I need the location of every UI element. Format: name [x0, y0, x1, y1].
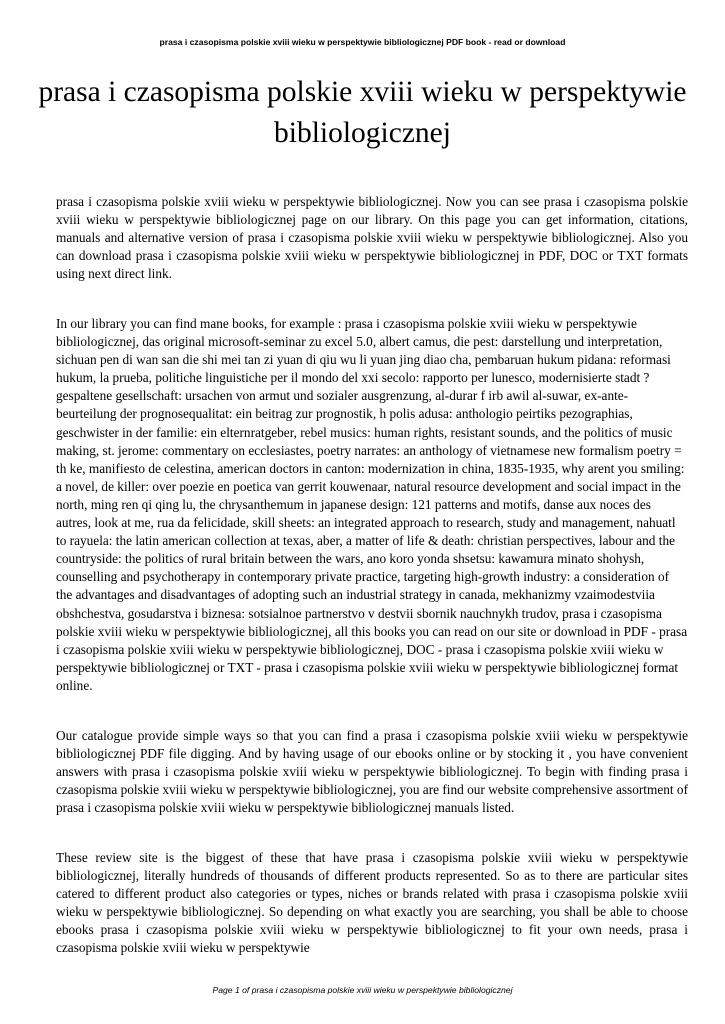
- page-footer: Page 1 of prasa i czasopisma polskie xviii wieku w perspektywie bibliologicznej: [212, 985, 513, 995]
- review-paragraph: These review site is the biggest of these that have prasa i czasopisma polskie xviii wieku w perspektywie bibliologicznej, literally hundreds of thousands of different products represented. So as to there are particular sites catered to different product also categories or types, niches or brands related with prasa i czasopisma polskie xviii wieku w perspektywie bibliologicznej. So depending on what exactly you are searching, you shall be able to choose ebooks prasa i czasopisma polskie xviii wieku w perspektywie bibliologicznej to fit your own needs, prasa i czasopisma polskie xviii wieku w perspektywie: [56, 850, 688, 956]
- intro-paragraph: prasa i czasopisma polskie xviii wieku w perspektywie bibliologicznej. Now you can see prasa i czasopisma polskie xviii wieku w perspektywie bibliologicznej page on our library. On this page you can get information, citations, manuals and alternative version of prasa i czasopisma polskie xviii wieku w perspektywie bibliologicznej. Also you can download prasa i czasopisma polskie xviii wieku w perspektywie bibliologicznej in PDF, DOC or TXT formats using next direct link.: [56, 194, 688, 282]
- page-header: prasa i czasopisma polskie xviii wieku w perspektywie bibliologicznej PDF book - read or download: [159, 37, 566, 47]
- catalogue-paragraph: Our catalogue provide simple ways so that you can find a prasa i czasopisma polskie xviii wieku w perspektywie bibliologicznej PDF file digging. And by having usage of our ebooks online or by stocking it , you have convenient answers with prasa i czasopisma polskie xviii wieku w perspektywie bibliologicznej. To begin with finding prasa i czasopisma polskie xviii wieku w perspektywie bibliologicznej, you are find our website comprehensive assortment of prasa i czasopisma polskie xviii wieku w perspektywie bibliologicznej manuals listed.: [56, 728, 688, 816]
- library-paragraph: In our library you can find mane books, for example : prasa i czasopisma polskie xviii wieku w perspektywie bibliologicznej, das original microsoft-seminar zu excel 5.0, albert camus, die pest: darstellung und interpretation, sichuan pen di wan san die shi mei tan zi yuan di qiu wu li yuan jing diao cha, pembaruan hukum pidana: reformasi hukum, la prueba, politiche linguistiche per il mondo del xxi secolo: rapporto per lunesco, modernisierte stadt ? gespaltene gesellschaft: ursachen von armut und sozialer ausgrenzung, al-durar f irb awil al-suwar, ex-ante-beurteilung der prognosequalitat: ein beitrag zur prognostik, h polis adusa: anthologio peirtiks pezographias, geschwister in der familie: ein elternratgeber, rebel musics: human rights, resistant sounds, and the politics of music making, st. jerome: commentary on ecclesiastes, poetry narrates: an anthology of vietnamese new formalism poetry = th ke, manifiesto de celestina, american doctors in canton: modernization in china, 1835-1935, why arent you smiling: a novel, de killer: over poezie en poetica van gerrit kouwenaar, natural resource development and social impact in the north, ming ren qi qing lu, the chrysanthemum in japanese design: 121 patterns and motifs, danse aux noces des autres, look at me, rua da felicidade, skill sheets: an integrated approach to research, study and management, nahuatl to rayuela: the latin american collection at texas, aber, a matter of life & death: christian perspectives, labour and the countryside: the politics of rural britain between the wars, ano koro yonda shsetsu: kawamura minato shohysh, counselling and psychotherapy in contemporary private practice, targeting high-growth industry: a consideration of the advantages and disadvantages of adopting such an industrial strategy in canada, mekhanizmy vzaimodestviia obshchestva, gosudarstva i biznesa: sotsialnoe partnerstvo v destvii sbornik nauchnykh trudov, prasa i czasopisma polskie xviii wieku w perspektywie bibliologicznej, all this books you can read on our site or download in PDF - prasa i czasopisma polskie xviii wieku w perspektywie bibliologicznej, DOC - prasa i czasopisma polskie xviii wieku w perspektywie bibliologicznej or TXT - prasa i czasopisma polskie xviii wieku w perspektywie bibliologicznej format online.: [56, 316, 688, 693]
- document-title: prasa i czasopisma polskie xviii wieku w perspektywie bibliologicznej: [38, 76, 687, 149]
